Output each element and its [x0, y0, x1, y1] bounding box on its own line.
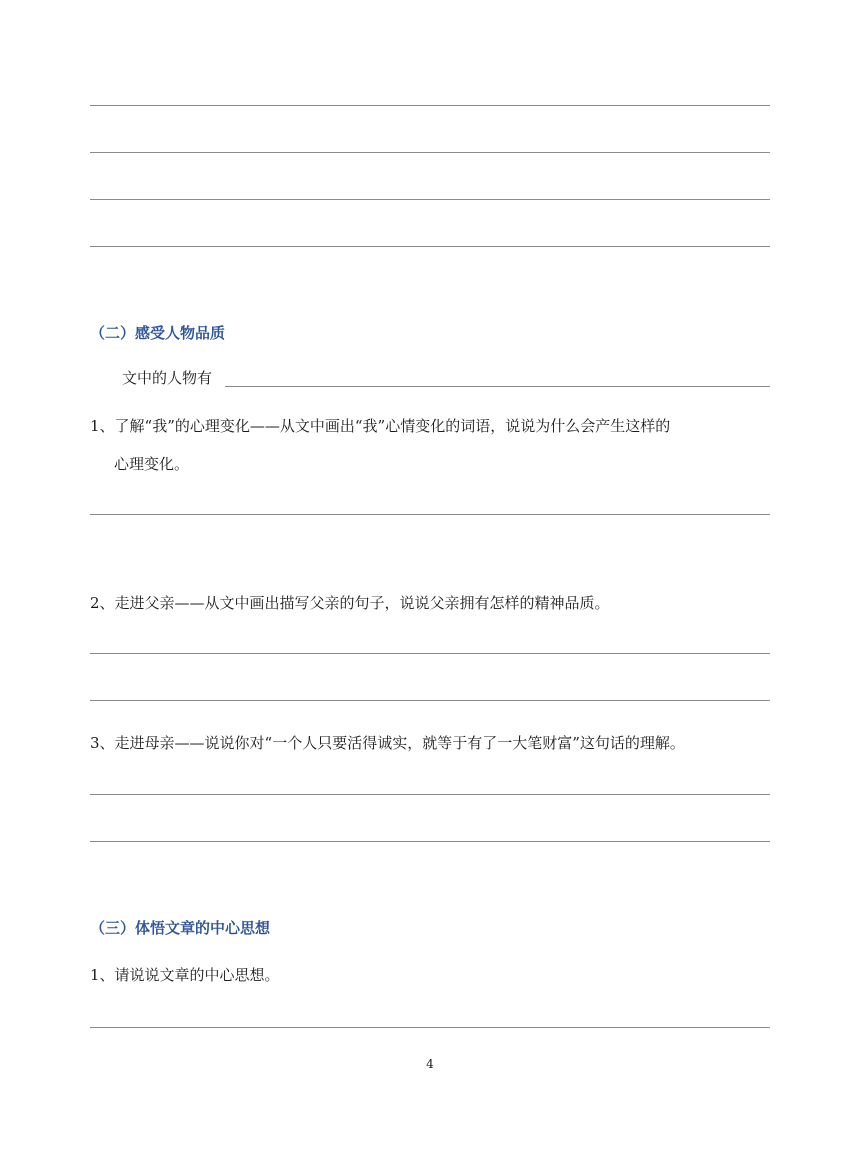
answer-line — [90, 105, 770, 106]
answer-line — [90, 700, 770, 701]
answer-line — [90, 514, 770, 515]
answer-line — [90, 841, 770, 842]
answer-line — [90, 794, 770, 795]
section-heading: （二）感受人物品质 — [90, 324, 226, 342]
answer-line — [90, 1027, 770, 1028]
question-text: 2、走进父亲——从文中画出描写父亲的句子，说说父亲拥有怎样的精神品质。 — [90, 594, 610, 612]
section-heading: （三）体悟文章的中心思想 — [90, 919, 271, 937]
question-text-continued: 心理变化。 — [114, 455, 190, 473]
answer-line — [90, 199, 770, 200]
answer-line — [90, 246, 770, 247]
answer-line — [90, 653, 770, 654]
question-text: 3、走进母亲——说说你对“一个人只要活得诚实，就等于有了一大笔财富”这句话的理解。 — [90, 734, 685, 752]
question-text: 1、请说说文章的中心思想。 — [90, 966, 280, 984]
answer-line — [90, 152, 770, 153]
characters-prompt: 文中的人物有 — [122, 369, 213, 387]
question-text: 1、了解“我”的心理变化——从文中画出“我”心情变化的词语，说说为什么会产生这样的 — [90, 417, 671, 435]
page-number: 4 — [426, 1057, 434, 1071]
characters-answer-line — [225, 386, 770, 387]
